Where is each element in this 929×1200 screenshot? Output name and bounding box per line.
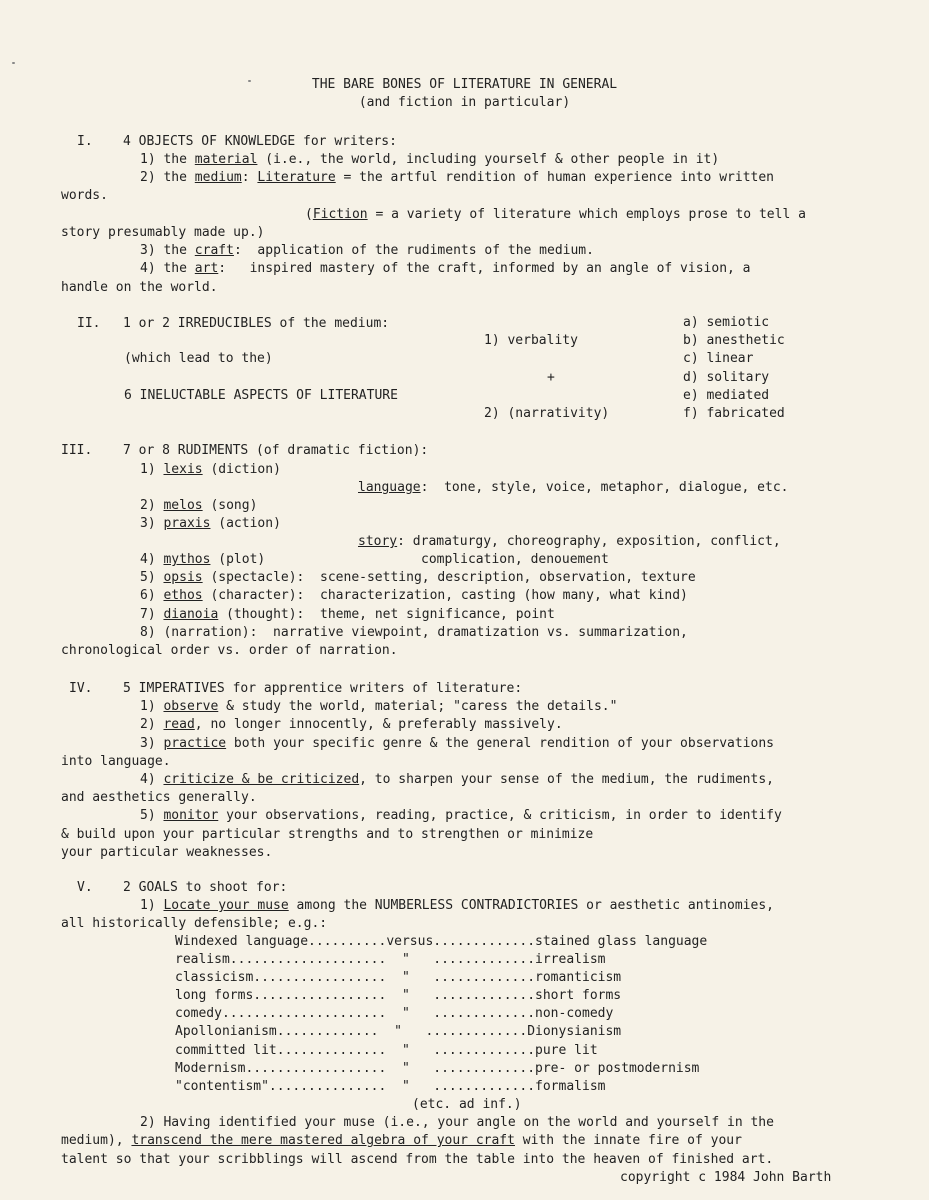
item-text: (character): characterization, casting (how many, what kind): [202, 588, 688, 603]
item-prefix: the: [163, 170, 195, 185]
imperative-4-cont: and aesthetics generally.: [61, 790, 257, 805]
item-text: (spectacle): scene-setting, description, observation, texture: [202, 570, 696, 585]
antinomy-row: Apollonianism............. " .............Dionysianism: [175, 1024, 622, 1039]
item-number: 1): [140, 699, 156, 714]
item-number: 7): [140, 607, 156, 622]
story-line: [358, 534, 781, 550]
antinomy-row: classicism................. " .............romanticism: [175, 970, 622, 985]
item-number: 4): [140, 552, 156, 567]
term-dianoia: dianoia: [163, 607, 219, 622]
term-criticize: criticize & be criticized: [163, 772, 360, 787]
item-number: 1): [140, 152, 156, 167]
rudiment-1: [140, 462, 281, 478]
story-line-cont: complication, denouement: [421, 552, 609, 567]
document-title: THE BARE BONES OF LITERATURE IN GENERAL: [311, 77, 618, 92]
item-text: : tone, style, voice, metaphor, dialogue, etc.: [420, 480, 789, 495]
term-transcend: transcend the mere mastered algebra of your craft: [131, 1133, 515, 1148]
term-monitor: monitor: [163, 808, 219, 823]
section-3-numeral: III.: [61, 443, 93, 458]
fiction-note-cont: story presumably made up.): [61, 225, 265, 240]
imperative-2: [140, 717, 563, 733]
term-mythos: mythos: [163, 552, 211, 567]
item-text: = the artful rendition of human experience into written: [335, 170, 774, 185]
item-number: 3): [140, 516, 156, 531]
item-text: : dramaturgy, choreography, exposition, conflict,: [397, 534, 781, 549]
item-number: 1): [140, 462, 156, 477]
term-opsis: opsis: [163, 570, 203, 585]
section-1-heading: 4 OBJECTS OF KNOWLEDGE for writers:: [123, 134, 397, 149]
aspect-item: c) linear: [683, 351, 754, 366]
section-4-heading: 5 IMPERATIVES for apprentice writers of literature:: [123, 681, 523, 696]
term-praxis: praxis: [163, 516, 211, 531]
term-literature: Literature: [257, 170, 336, 185]
rudiment-6: [140, 588, 688, 604]
imperative-1: [140, 699, 617, 715]
item-number: 5): [140, 570, 156, 585]
term-read: read: [163, 717, 195, 732]
etc-line: (etc. ad inf.): [412, 1097, 522, 1112]
fiction-note: [305, 207, 806, 223]
aspect-item: d) solitary: [683, 370, 770, 385]
item-number: 6): [140, 588, 156, 603]
section-1-item-4: [140, 261, 751, 277]
item-text: with the innate fire of your: [514, 1133, 742, 1148]
item-text: , to sharpen your sense of the medium, the rudiments,: [359, 772, 774, 787]
imperative-5-cont: your particular weaknesses.: [61, 845, 273, 860]
aspect-item: e) mediated: [683, 388, 770, 403]
section-1-item-2: [140, 170, 774, 186]
term-language: language: [358, 480, 421, 495]
copyright: copyright c 1984 John Barth: [620, 1170, 832, 1185]
item-text: your observations, reading, practice, & criticism, in order to identify: [218, 808, 782, 823]
section-1-item-1: [140, 152, 719, 168]
item-number: 1): [140, 898, 156, 913]
item-text: : application of the rudiments of the medium.: [233, 243, 594, 258]
term-craft: craft: [194, 243, 234, 258]
item-number: 2): [140, 170, 156, 185]
note-text: = a variety of literature which employs prose to tell a: [367, 207, 806, 222]
antinomy-row: committed lit.............. " .............pure lit: [175, 1043, 598, 1058]
antinomy-row: long forms................. " .............short forms: [175, 988, 622, 1003]
rudiment-8-cont: chronological order vs. order of narration.: [61, 643, 398, 658]
imperative-5-cont: & build upon your particular strengths and to strengthen or minimize: [61, 827, 594, 842]
antinomy-row: realism.................... " .............irrealism: [175, 952, 606, 967]
term-fiction: Fiction: [312, 207, 368, 222]
rudiment-2: [140, 498, 257, 514]
section-5-numeral: V.: [77, 880, 93, 895]
item-number: 2): [140, 717, 156, 732]
section-3-heading: 7 or 8 RUDIMENTS (of dramatic fiction):: [123, 443, 429, 458]
aspect-item: f) fabricated: [683, 406, 785, 421]
rudiment-7: [140, 607, 555, 623]
item-text: (narration): narrative viewpoint, dramatization vs. summarization,: [163, 625, 688, 640]
goal-2-cont: talent so that your scribblings will ascend from the table into the heaven of finished art.: [61, 1152, 774, 1167]
antinomy-row: Modernism.................. " .............pre- or postmodernism: [175, 1061, 700, 1076]
item-text: (action): [210, 516, 281, 531]
aspect-item: a) semiotic: [683, 315, 770, 330]
term-melos: melos: [163, 498, 203, 513]
section-5-heading: 2 GOALS to shoot for:: [123, 880, 288, 895]
item-text: : inspired mastery of the craft, informed by an angle of vision, a: [218, 261, 751, 276]
section-2-lead: (which lead to the): [124, 351, 273, 366]
term-observe: observe: [163, 699, 219, 714]
term-medium: medium: [194, 170, 242, 185]
antinomy-row: "contentism"............... " .............formalism: [175, 1079, 606, 1094]
imperative-5: [140, 808, 782, 824]
item-text: (i.e., the world, including yourself & other people in it): [257, 152, 720, 167]
item-number: 4): [140, 772, 156, 787]
section-1-numeral: I.: [77, 134, 93, 149]
item-text: (thought): theme, net significance, point: [218, 607, 555, 622]
item-prefix: the: [163, 243, 195, 258]
term-art: art: [194, 261, 219, 276]
item-text: & study the world, material; "caress the details.": [218, 699, 618, 714]
item-text: (plot): [210, 552, 266, 567]
item-number: 3): [140, 243, 156, 258]
section-2-heading: 1 or 2 IRREDUCIBLES of the medium:: [123, 316, 390, 331]
item-text: , no longer innocently, & preferably massively.: [194, 717, 563, 732]
item-text: (diction): [202, 462, 281, 477]
verbality: 1) verbality: [484, 333, 578, 348]
item-prefix: the: [163, 261, 195, 276]
item-number: 5): [140, 808, 156, 823]
term-practice: practice: [163, 736, 227, 751]
item-number: 8): [140, 625, 156, 640]
section-1-item-2-cont: words.: [61, 188, 108, 203]
term-story: story: [358, 534, 398, 549]
note-paren: (: [305, 207, 313, 222]
aspect-item: b) anesthetic: [683, 333, 785, 348]
imperative-4: [140, 772, 774, 788]
rudiment-8: [140, 625, 688, 641]
section-4-numeral: IV.: [69, 681, 93, 696]
section-1-item-3: [140, 243, 594, 259]
item-prefix: the: [163, 152, 195, 167]
item-number: 3): [140, 736, 156, 751]
section-1-item-4-cont: handle on the world.: [61, 280, 218, 295]
item-number: 2): [140, 498, 156, 513]
goal-1-cont: all historically defensible; e.g.:: [61, 916, 328, 931]
item-text: Having identified your muse (i.e., your angle on the world and yourself in the: [163, 1115, 774, 1130]
item-text: (song): [202, 498, 258, 513]
narrativity: 2) (narrativity): [484, 406, 610, 421]
item-text: among the NUMBERLESS CONTRADICTORIES or aesthetic antinomies,: [288, 898, 774, 913]
item-text: both your specific genre & the general rendition of your observations: [226, 736, 774, 751]
term-lexis: lexis: [163, 462, 203, 477]
term-locate-your-muse: Locate your muse: [163, 898, 289, 913]
goal-2-cont: [61, 1133, 742, 1149]
imperative-3-cont: into language.: [61, 754, 171, 769]
goal-2: [140, 1115, 774, 1131]
rudiment-5: [140, 570, 696, 586]
document-subtitle: (and fiction in particular): [358, 95, 571, 110]
item-number: 2): [140, 1115, 156, 1130]
rudiment-4: [140, 552, 265, 568]
term-material: material: [194, 152, 258, 167]
language-line: [358, 480, 788, 496]
term-ethos: ethos: [163, 588, 203, 603]
plus-sign: +: [547, 370, 555, 385]
item-number: 4): [140, 261, 156, 276]
section-2-aspects: 6 INELUCTABLE ASPECTS OF LITERATURE: [124, 388, 398, 403]
antinomy-row: Windexed language..........versus.............stained glass language: [175, 934, 708, 949]
rudiment-3: [140, 516, 281, 532]
goal-1: [140, 898, 774, 914]
paper-speck: [12, 62, 15, 64]
item-text: :: [241, 170, 258, 185]
imperative-3: [140, 736, 774, 752]
section-2-numeral: II.: [77, 316, 101, 331]
antinomy-row: comedy..................... " .............non-comedy: [175, 1006, 614, 1021]
item-text: medium),: [61, 1133, 132, 1148]
